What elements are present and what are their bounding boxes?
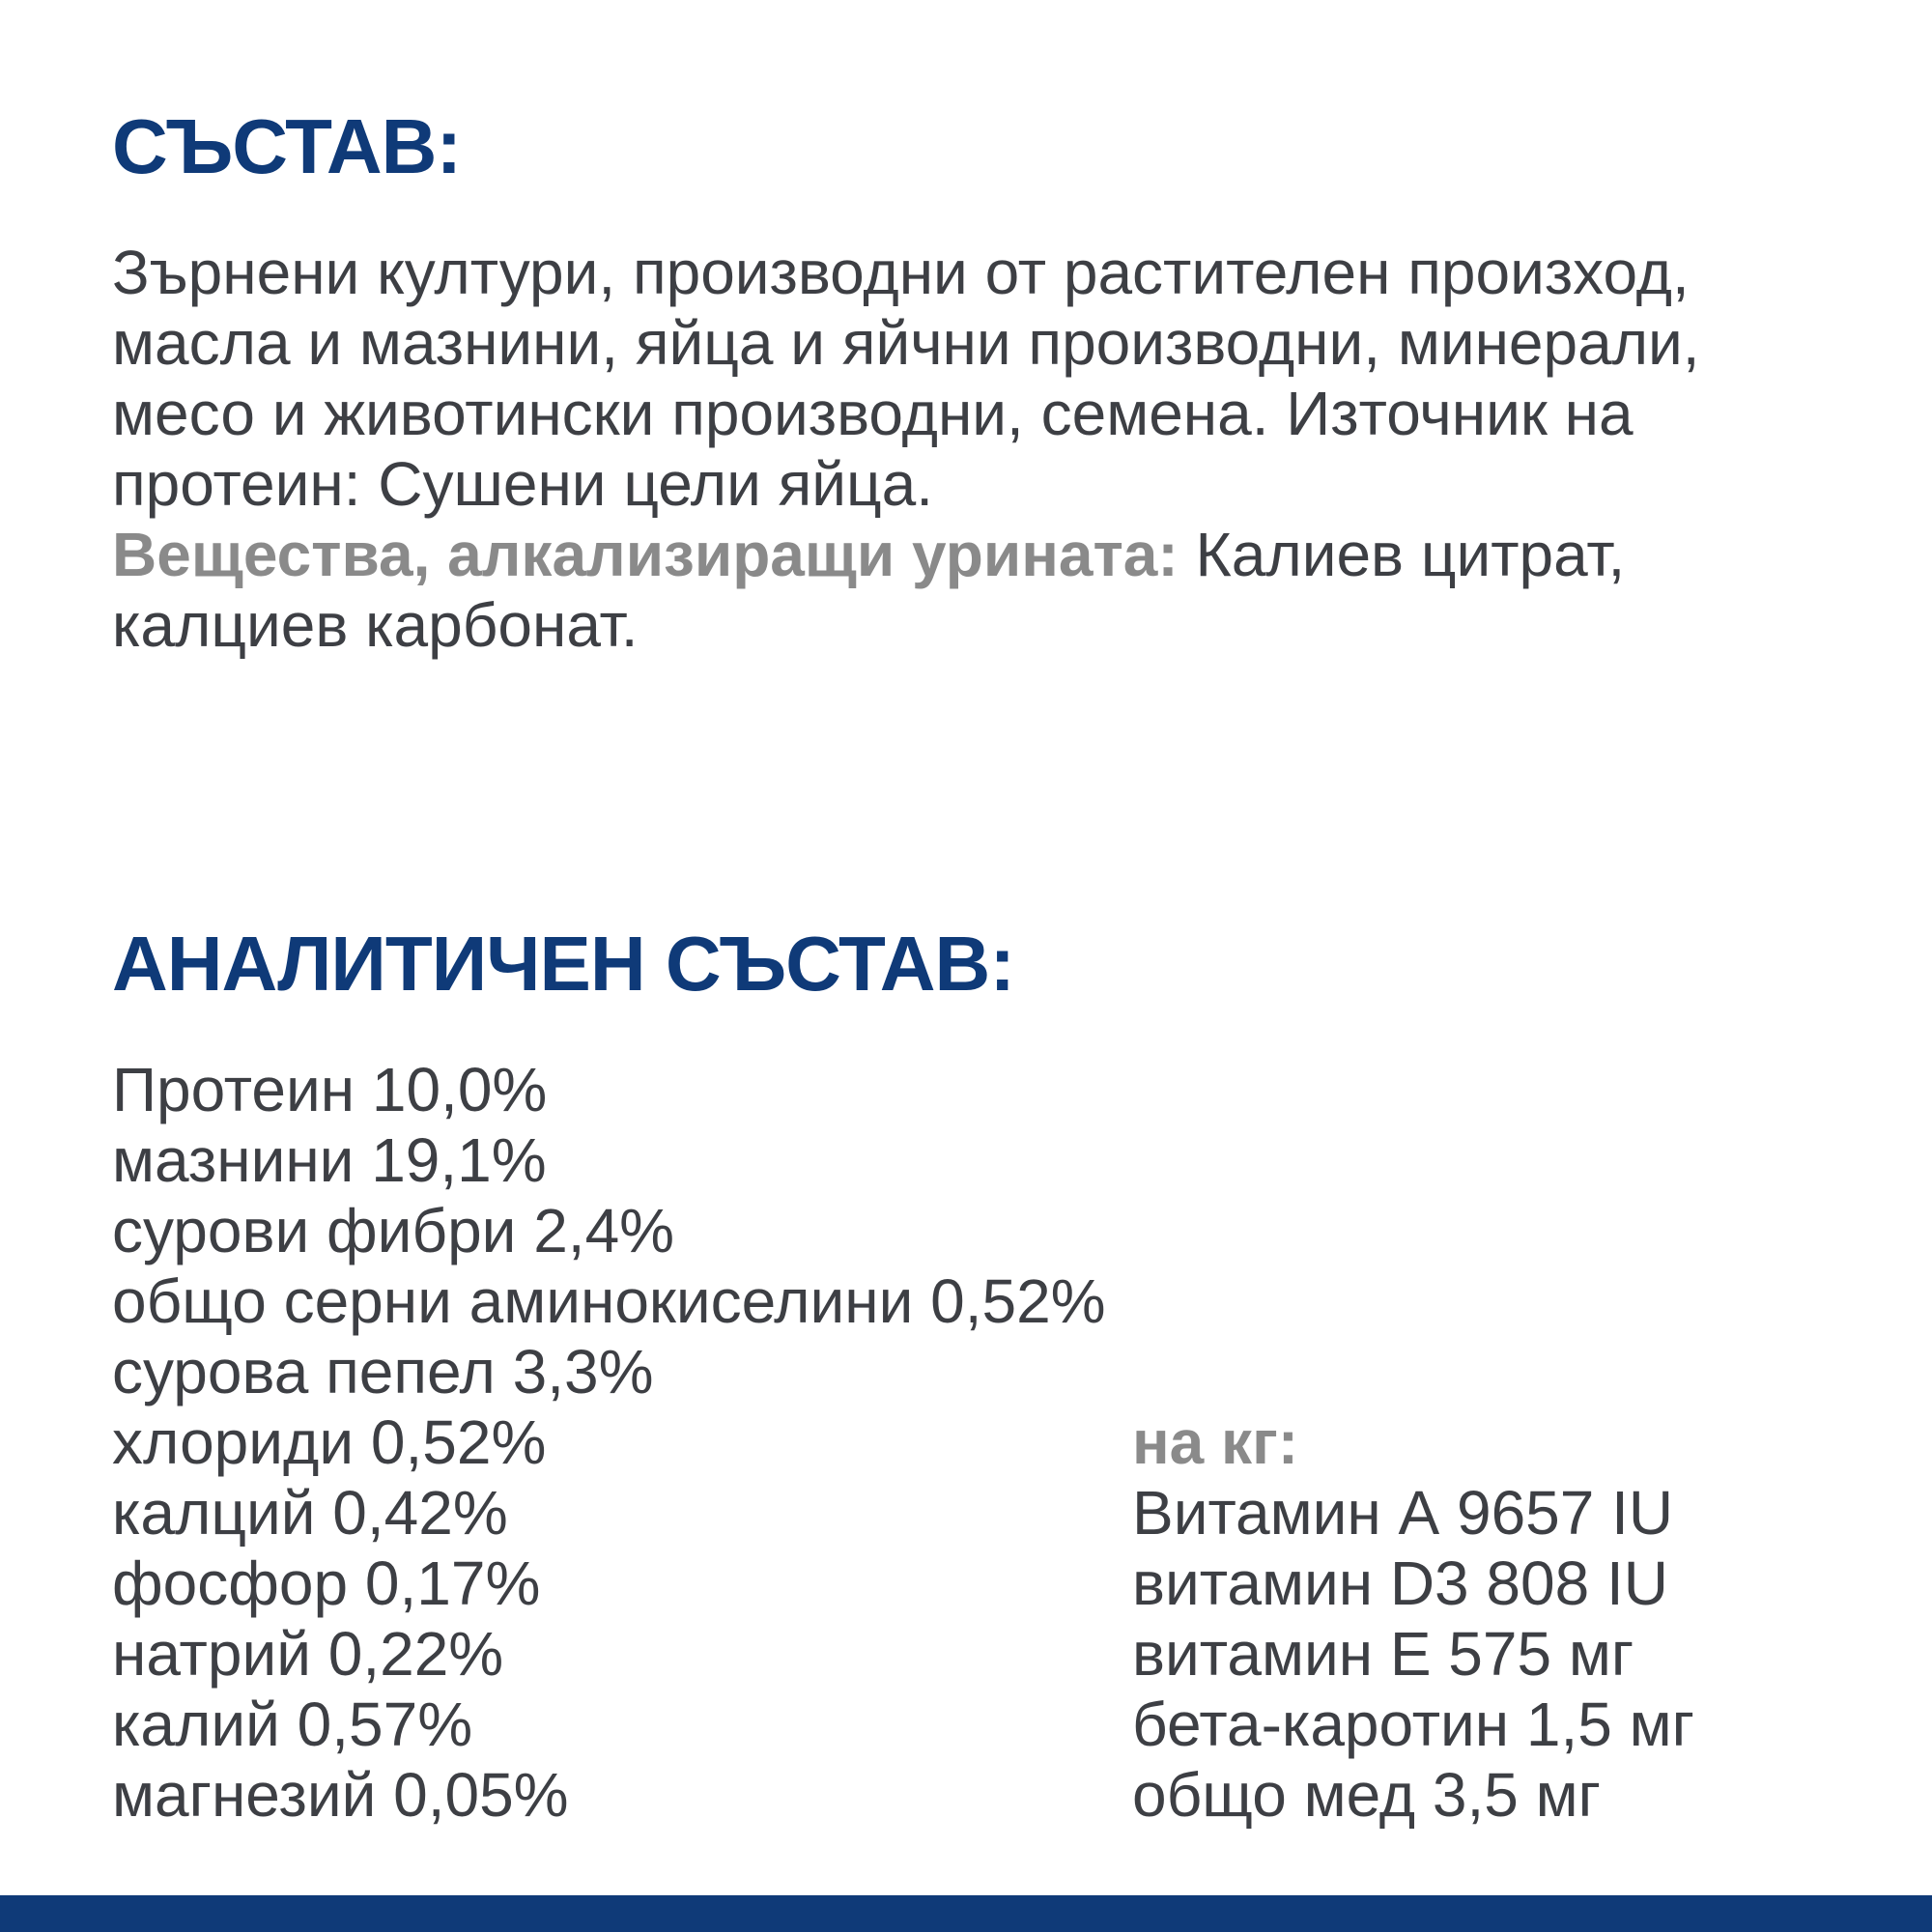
- alkalizing-label: Вещества, алкализиращи урината:: [112, 520, 1179, 589]
- list-item: калий 0,57%: [112, 1690, 473, 1759]
- composition-line: протеин: Сушени цели яйца.: [112, 449, 934, 519]
- list-item: натрий 0,22%: [112, 1619, 504, 1689]
- list-item: бета-каротин 1,5 мг: [1132, 1690, 1694, 1759]
- analytic-list: [112, 1055, 1106, 1831]
- list-item: Витамин А 9657 IU: [1132, 1478, 1674, 1548]
- composition-line: месо и животински производни, семена. Източник на: [112, 379, 1634, 448]
- list-item: калций 0,42%: [112, 1478, 508, 1548]
- alkalizing-text: Калиев цитрат,: [1178, 520, 1626, 589]
- per-kg-section: [1132, 1407, 1694, 1831]
- composition-paragraph: [112, 238, 1899, 661]
- list-item: хлориди 0,52%: [112, 1407, 547, 1477]
- bottom-bar: [0, 1895, 1932, 1932]
- list-item: общо мед 3,5 мг: [1132, 1760, 1601, 1830]
- vitamins-list: [1132, 1478, 1694, 1831]
- list-item: фосфор 0,17%: [112, 1548, 541, 1618]
- list-item: мазнини 19,1%: [112, 1125, 547, 1195]
- list-item: сурови фибри 2,4%: [112, 1196, 675, 1265]
- analytic-heading: АНАЛИТИЧЕН СЪСТАВ:: [112, 921, 1014, 1007]
- composition-line: Зърнени култури, производни от растителен произход,: [112, 238, 1690, 307]
- list-item: магнезий 0,05%: [112, 1760, 569, 1830]
- list-item: Протеин 10,0%: [112, 1055, 548, 1124]
- list-item: витамин Е 575 мг: [1132, 1619, 1634, 1689]
- composition-heading: СЪСТАВ:: [112, 103, 462, 189]
- list-item: общо серни аминокиселини 0,52%: [112, 1266, 1106, 1336]
- per-kg-title: на кг:: [1132, 1407, 1299, 1477]
- list-item: сурова пепел 3,3%: [112, 1337, 654, 1406]
- alkalizing-line: [112, 520, 1899, 590]
- alkalizing-continued: калциев карбонат.: [112, 590, 639, 660]
- composition-line: масла и мазнини, яйца и яйчни производни, минерали,: [112, 308, 1700, 378]
- list-item: витамин D3 808 IU: [1132, 1548, 1668, 1618]
